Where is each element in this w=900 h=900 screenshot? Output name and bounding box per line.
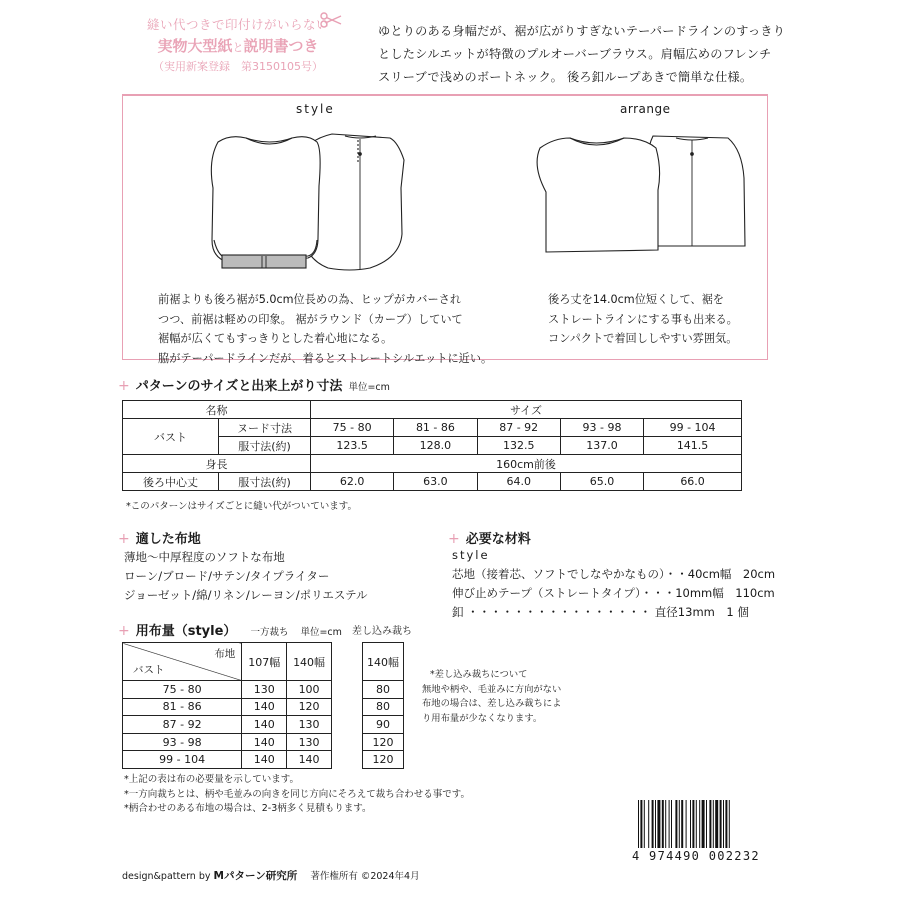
style-label: style [296,102,335,116]
table-row: 80 [363,698,404,716]
barcode [638,800,770,848]
header-note-line3: （実用新案登録 第3150105号） [153,60,323,73]
scissors-icon [320,12,342,28]
table-row: 80 [363,681,404,699]
table-row: 81 - 86 140 120 [123,698,332,716]
table-row: 布地 バスト 107幅 140幅 [123,643,332,681]
fabric-list: 薄地～中厚程度のソフトな布地 ローン/ブロード/サテン/タイプライター ジョーゼット/綿/リネン/レーヨン/ポリエステル [124,550,368,602]
table-row: 120 [363,733,404,751]
yardage-section-title: + 用布量（style） 一方裁ち 単位=cm [118,623,342,639]
style-description: 前裾よりも後ろ裾が5.0cm位長めの為、ヒップがカバーされ つつ、前裾は軽めの印象。 裾がラウンド（カーブ）していて 裾幅が広くてもすっきりとした着心地になる。 脇がテーパードラインだが、着るとストレートシルエットに近い。 [158,293,493,365]
barcode-number: 4 974490 002232 [632,849,760,863]
table-row: 93 - 98 140 130 [123,733,332,751]
table-row: 身長 160cm前後 [123,455,742,473]
plus-icon: + [118,378,130,394]
header-note [128,15,348,74]
diagonal-header-cell: 布地 バスト [123,643,242,681]
table-row: 140幅 [363,643,404,681]
arrange-blouse-illustration [528,130,758,260]
table-row: 120 [363,751,404,769]
table-row: 87 - 92 140 130 [123,716,332,734]
arrange-label: arrange [620,102,671,116]
list-item: 釦 ・・・・・・・・・・・・・・・・ 直径13mm 1 個 [452,605,749,619]
list-item: 伸び止めテープ（ストレートタイプ）・・・10mm幅 110cm [452,586,775,600]
list-item: 芯地（接着芯、ソフトでしなやかなもの）・・40cm幅 20cm [452,567,776,581]
plus-icon: + [448,531,460,547]
size-section-title: + パターンのサイズと出来上がり寸法 単位=cm [118,378,390,394]
size-note: *このパターンはサイズごとに縫い代がついています。 [126,501,358,512]
yardage-table [122,642,332,769]
intro-text: ゆとりのある身幅だが、裾が広がりすぎないテーパードラインのすっきり としたシルエットが特徴のプルオーバーブラウス。肩幅広めのフレンチ スリーブで浅めのボートネック。 後ろ釦ループあきで簡単な仕様。 [378,24,786,84]
fabric-section-title: + 適した布地 [118,531,201,547]
materials-list: style 芯地（接着芯、ソフトでしなやかなもの）・・40cm幅 20cm 伸び止めテープ（ストレートタイプ）・・・10mm幅 110cm 釦 ・・・・・・・・・・・・・・・・ 直径13mm 1 個 [452,546,782,622]
interlock-table [362,642,404,769]
header-note-line1: 縫い代つきで印付けがいらない [146,17,329,32]
table-row: 名称 サイズ [123,401,742,419]
size-table [122,400,742,491]
table-row: 服寸法(約) 123.5 128.0 132.5 137.0 141.5 [123,437,742,455]
footer-credit: design&pattern by Mパターン研究所 著作権所有 ©2024年4月 [122,870,420,882]
plus-icon: + [118,531,130,547]
interlock-label: 差し込み裁ち [352,626,412,637]
plus-icon: + [118,623,130,639]
table-row: 後ろ中心丈 服寸法(約) 62.0 63.0 64.0 65.0 66.0 [123,473,742,491]
materials-section-title: + 必要な材料 [448,531,531,547]
interlock-note: *差し込み裁ちについて 無地や柄や、毛並みに方向がない 布地の場合は、差し込み裁ちによ り用布量が少なくなります。 [422,669,562,724]
style-blouse-illustration [200,130,430,280]
table-row: 99 - 104 140 140 [123,751,332,769]
yardage-notes: *上記の表は布の必要量を示しています。 *一方向裁ちとは、柄や毛並みの向きを同じ方向にそろえて裁ち合わせる事です。 *柄合わせのある布地の場合は、2-3柄多く見積もります。 [124,774,470,814]
table-row: バスト ヌード寸法 75 - 80 81 - 86 87 - 92 93 - 98 99 - 104 [123,419,742,437]
table-row: 75 - 80 130 100 [123,681,332,699]
table-row: 90 [363,716,404,734]
header-note-line2: 実物大型紙と説明書つき [157,37,319,55]
arrange-description: 後ろ丈を14.0cm位短くして、裾を ストレートラインにする事も出来る。 コンパクトで着回ししやすい雰囲気。 [548,293,738,345]
